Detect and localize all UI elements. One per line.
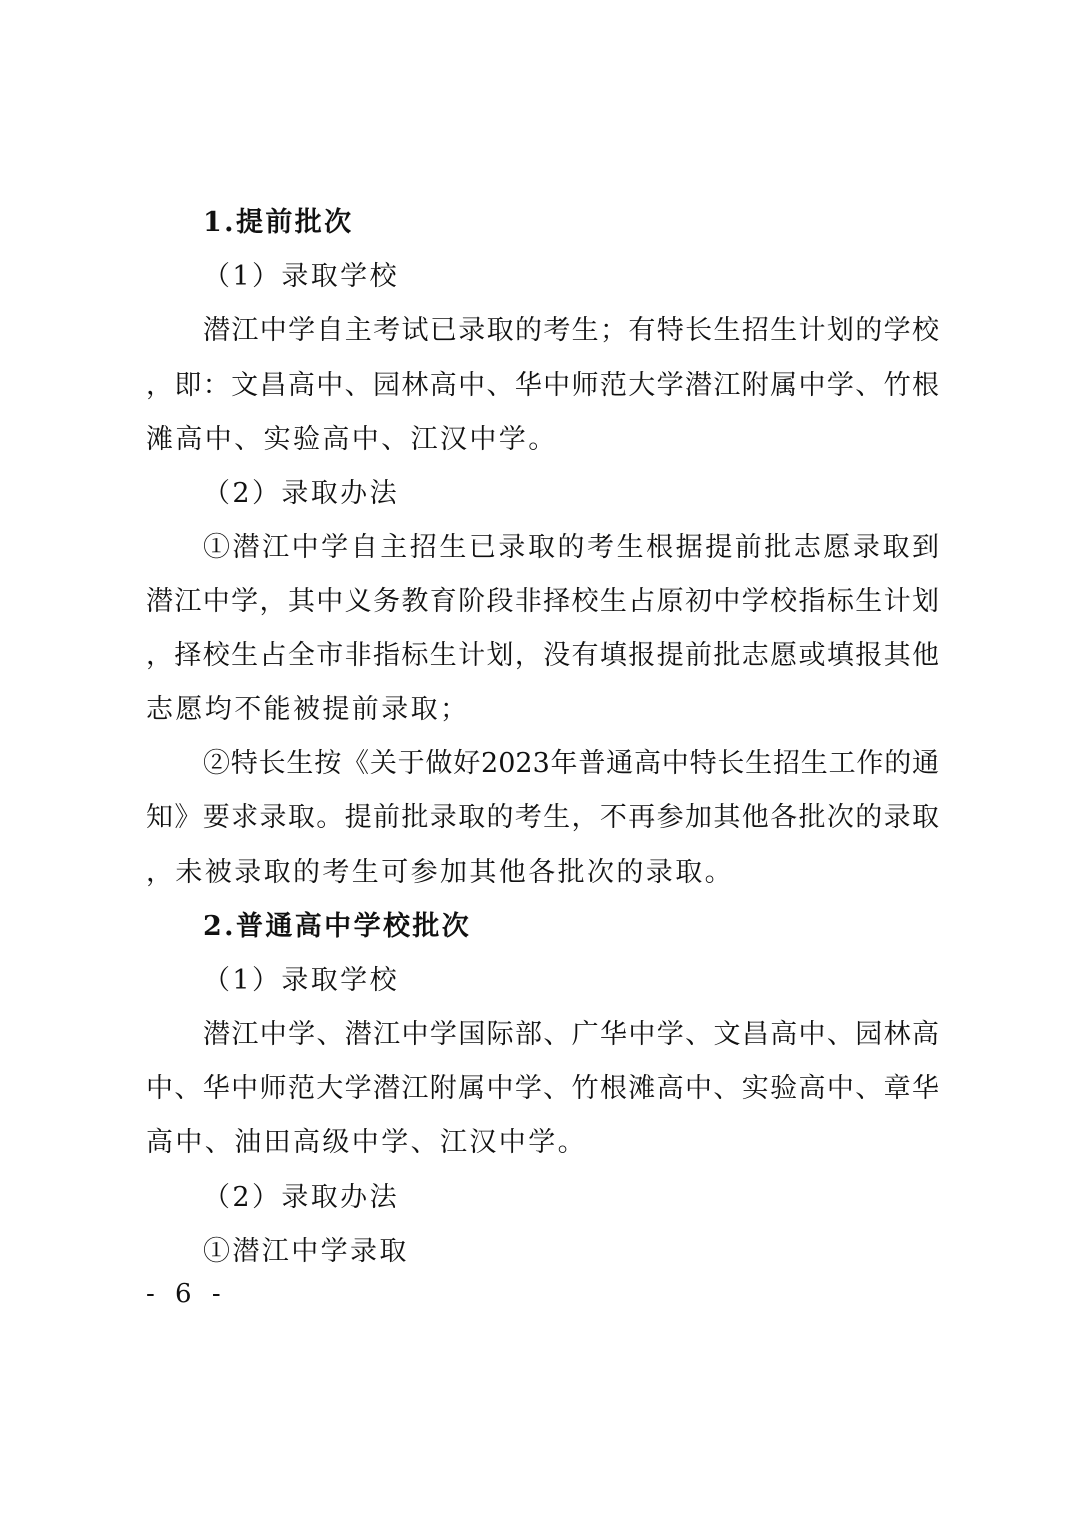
section-heading-regular-batch: 2.普通高中学校批次 <box>203 911 472 942</box>
paragraph-line: ②特长生按《关于做好2023年普通高中特长生招生工作的通 <box>203 748 939 779</box>
subheading-admission-schools: （1）录取学校 <box>203 965 399 996</box>
paragraph-line: 潜江中学、潜江中学国际部、广华中学、文昌高中、园林高 <box>203 1019 939 1050</box>
paragraph-line: 中、华中师范大学潜江附属中学、竹根滩高中、实验高中、章华 <box>146 1073 939 1104</box>
subheading-admission-schools: （1）录取学校 <box>203 261 399 292</box>
paragraph-line: 高中、油田高级中学、江汉中学。 <box>146 1127 587 1158</box>
page-number: - 6 - <box>146 1279 227 1309</box>
paragraph-line: ，即：文昌高中、园林高中、华中师范大学潜江附属中学、竹根 <box>146 370 939 401</box>
paragraph-line: ①潜江中学录取 <box>203 1236 409 1267</box>
section-heading-early-batch: 1.提前批次 <box>203 207 354 238</box>
paragraph-line: 滩高中、实验高中、江汉中学。 <box>146 424 558 455</box>
paragraph-line: 潜江中学，其中义务教育阶段非择校生占原初中学校指标生计划 <box>146 586 939 617</box>
paragraph-line: 知》要求录取。提前批录取的考生，不再参加其他各批次的录取 <box>146 802 939 833</box>
subheading-admission-method: （2）录取办法 <box>203 478 399 509</box>
paragraph-line: ，择校生占全市非指标生计划，没有填报提前批志愿或填报其他 <box>146 640 939 671</box>
paragraph-line: ，未被录取的考生可参加其他各批次的录取。 <box>146 857 734 888</box>
paragraph-line: 志愿均不能被提前录取； <box>146 694 470 725</box>
paragraph-line: 潜江中学自主考试已录取的考生；有特长生招生计划的学校 <box>203 315 939 346</box>
paragraph-line: ①潜江中学自主招生已录取的考生根据提前批志愿录取到 <box>203 532 939 563</box>
subheading-admission-method: （2）录取办法 <box>203 1182 399 1213</box>
